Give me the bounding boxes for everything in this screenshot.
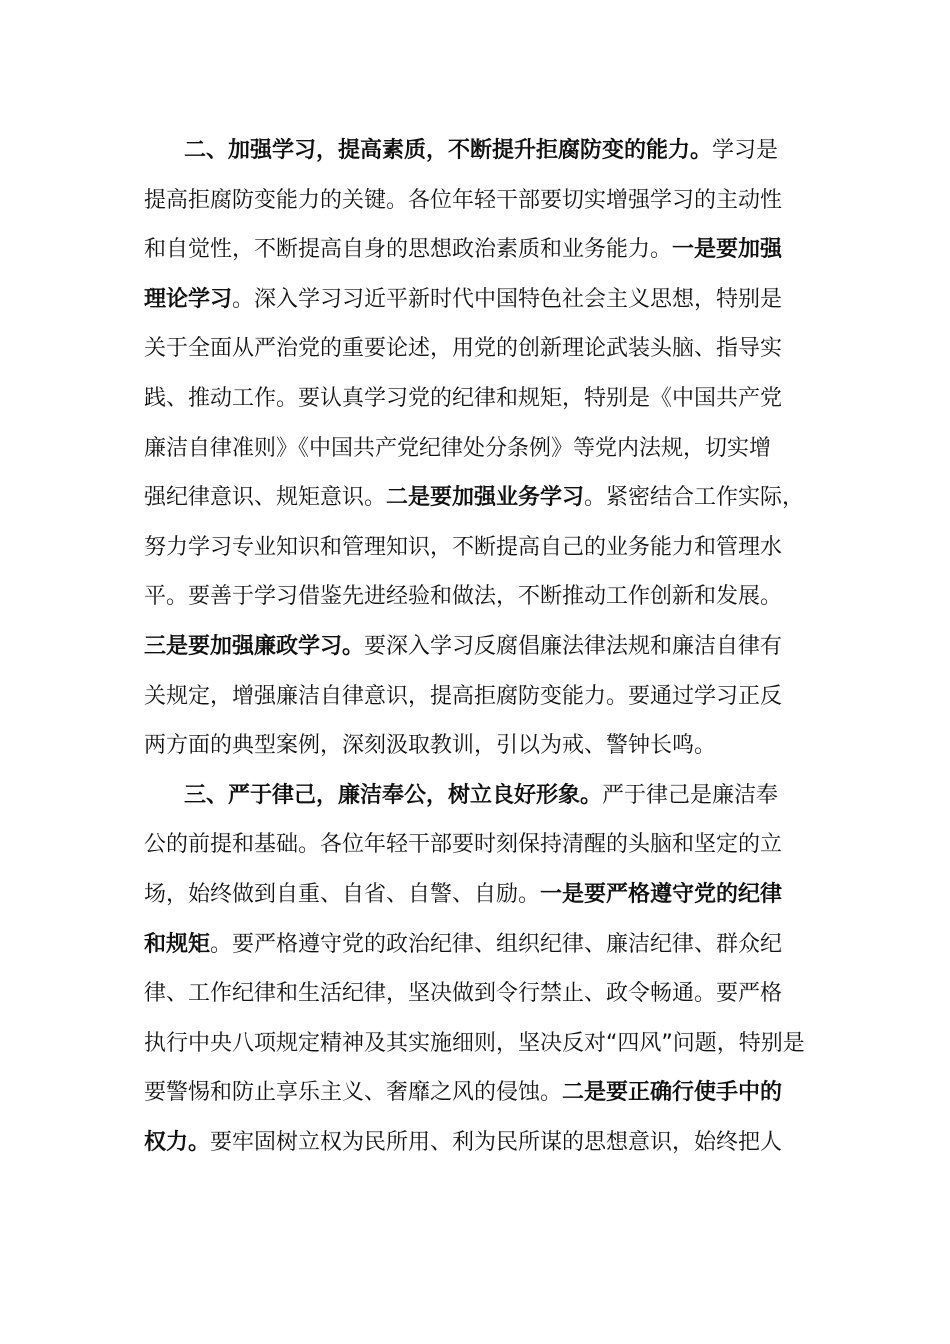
text-line <box>144 572 809 622</box>
text-line <box>144 721 809 771</box>
bold-text-segment: 二是要正确行使手中的 <box>562 1080 783 1106</box>
text-segment: 要深入学习反腐倡廉法律法规和廉洁自律有 <box>364 633 783 659</box>
text-line <box>144 622 809 672</box>
text-segment: 律、工作纪律和生活纪律，坚决做到令行禁止、政令畅通。要严格 <box>144 981 783 1007</box>
text-line <box>144 126 809 176</box>
text-segment: 。紧密结合工作实际， <box>584 485 805 511</box>
bold-text-segment: 三、严于律己，廉洁奉公，树立良好形象。 <box>184 782 603 808</box>
text-line <box>144 771 809 821</box>
text-segment: 廉洁自律准则》《中国共产党纪律处分条例》等党内法规，切实增 <box>144 435 772 461</box>
text-segment: 提高拒腐防变能力的关键。各位年轻干部要切实增强学习的主动性 <box>144 187 783 213</box>
text-segment: 学习是 <box>712 138 779 163</box>
text-segment: 执行中央八项规定精神及其实施细则，坚决反对“四风”问题，特别是 <box>144 1030 805 1056</box>
text-segment: 要警惕和防止享乐主义、奢靡之风的侵蚀。 <box>144 1080 563 1106</box>
bold-text-segment: 二是要加强业务学习 <box>386 485 585 511</box>
text-line <box>144 1068 809 1118</box>
document-body <box>144 126 809 1167</box>
text-line <box>144 523 809 573</box>
text-segment: 和自觉性，不断提高自身的思想政治素质和业务能力。 <box>144 237 673 263</box>
text-line <box>144 820 809 870</box>
text-line <box>144 424 809 474</box>
text-line <box>144 672 809 722</box>
text-line <box>144 225 809 275</box>
bold-text-segment: 一是要加强 <box>672 237 783 263</box>
text-line <box>144 473 809 523</box>
text-segment: 关规定，增强廉洁自律意识，提高拒腐防变能力。要通过学习正反 <box>144 683 783 709</box>
text-segment: 。深入学习习近平新时代中国特色社会主义思想，特别是 <box>232 286 783 312</box>
text-segment: 努力学习专业知识和管理知识，不断提高自己的业务能力和管理水 <box>144 534 783 560</box>
text-line <box>144 969 809 1019</box>
bold-text-segment: 和规矩 <box>144 931 211 957</box>
bold-text-segment: 理论学习 <box>144 286 233 312</box>
text-line <box>144 176 809 226</box>
text-segment: 平。要善于学习借鉴先进经验和做法，不断推动工作创新和发展。 <box>144 584 783 610</box>
text-segment: 关于全面从严治党的重要论述，用党的创新理论武装头脑、指导实 <box>144 336 783 362</box>
text-segment: 严于律己是廉洁奉 <box>602 782 779 808</box>
text-segment: 强纪律意识、规矩意识。 <box>144 485 387 511</box>
text-segment: 场，始终做到自重、自省、自警、自励。 <box>144 881 541 907</box>
text-line <box>144 920 809 970</box>
text-segment: 两方面的典型案例，深刻汲取教训，引以为戒、警钟长鸣。 <box>144 733 717 759</box>
bold-text-segment: 权力。 <box>144 1129 211 1155</box>
text-line <box>144 275 809 325</box>
text-segment: 要牢固树立权为民所用、利为民所谋的思想意识，始终把人 <box>210 1129 783 1155</box>
bold-text-segment: 三是要加强廉政学习。 <box>144 633 365 659</box>
text-line <box>144 870 809 920</box>
text-line <box>144 1019 809 1069</box>
bold-text-segment: 二、加强学习，提高素质，不断提升拒腐防变的能力。 <box>184 138 713 163</box>
text-segment: 。要严格遵守党的政治纪律、组织纪律、廉洁纪律、群众纪 <box>210 931 783 957</box>
text-line <box>144 374 809 424</box>
bold-text-segment: 一是要严格遵守党的纪律 <box>540 881 783 907</box>
text-segment: 践、推动工作。要认真学习党的纪律和规矩，特别是《中国共产党 <box>144 385 783 411</box>
text-segment: 公的前提和基础。各位年轻干部要时刻保持清醒的头脑和坚定的立 <box>144 832 783 858</box>
text-line <box>144 1118 809 1168</box>
text-line <box>144 324 809 374</box>
